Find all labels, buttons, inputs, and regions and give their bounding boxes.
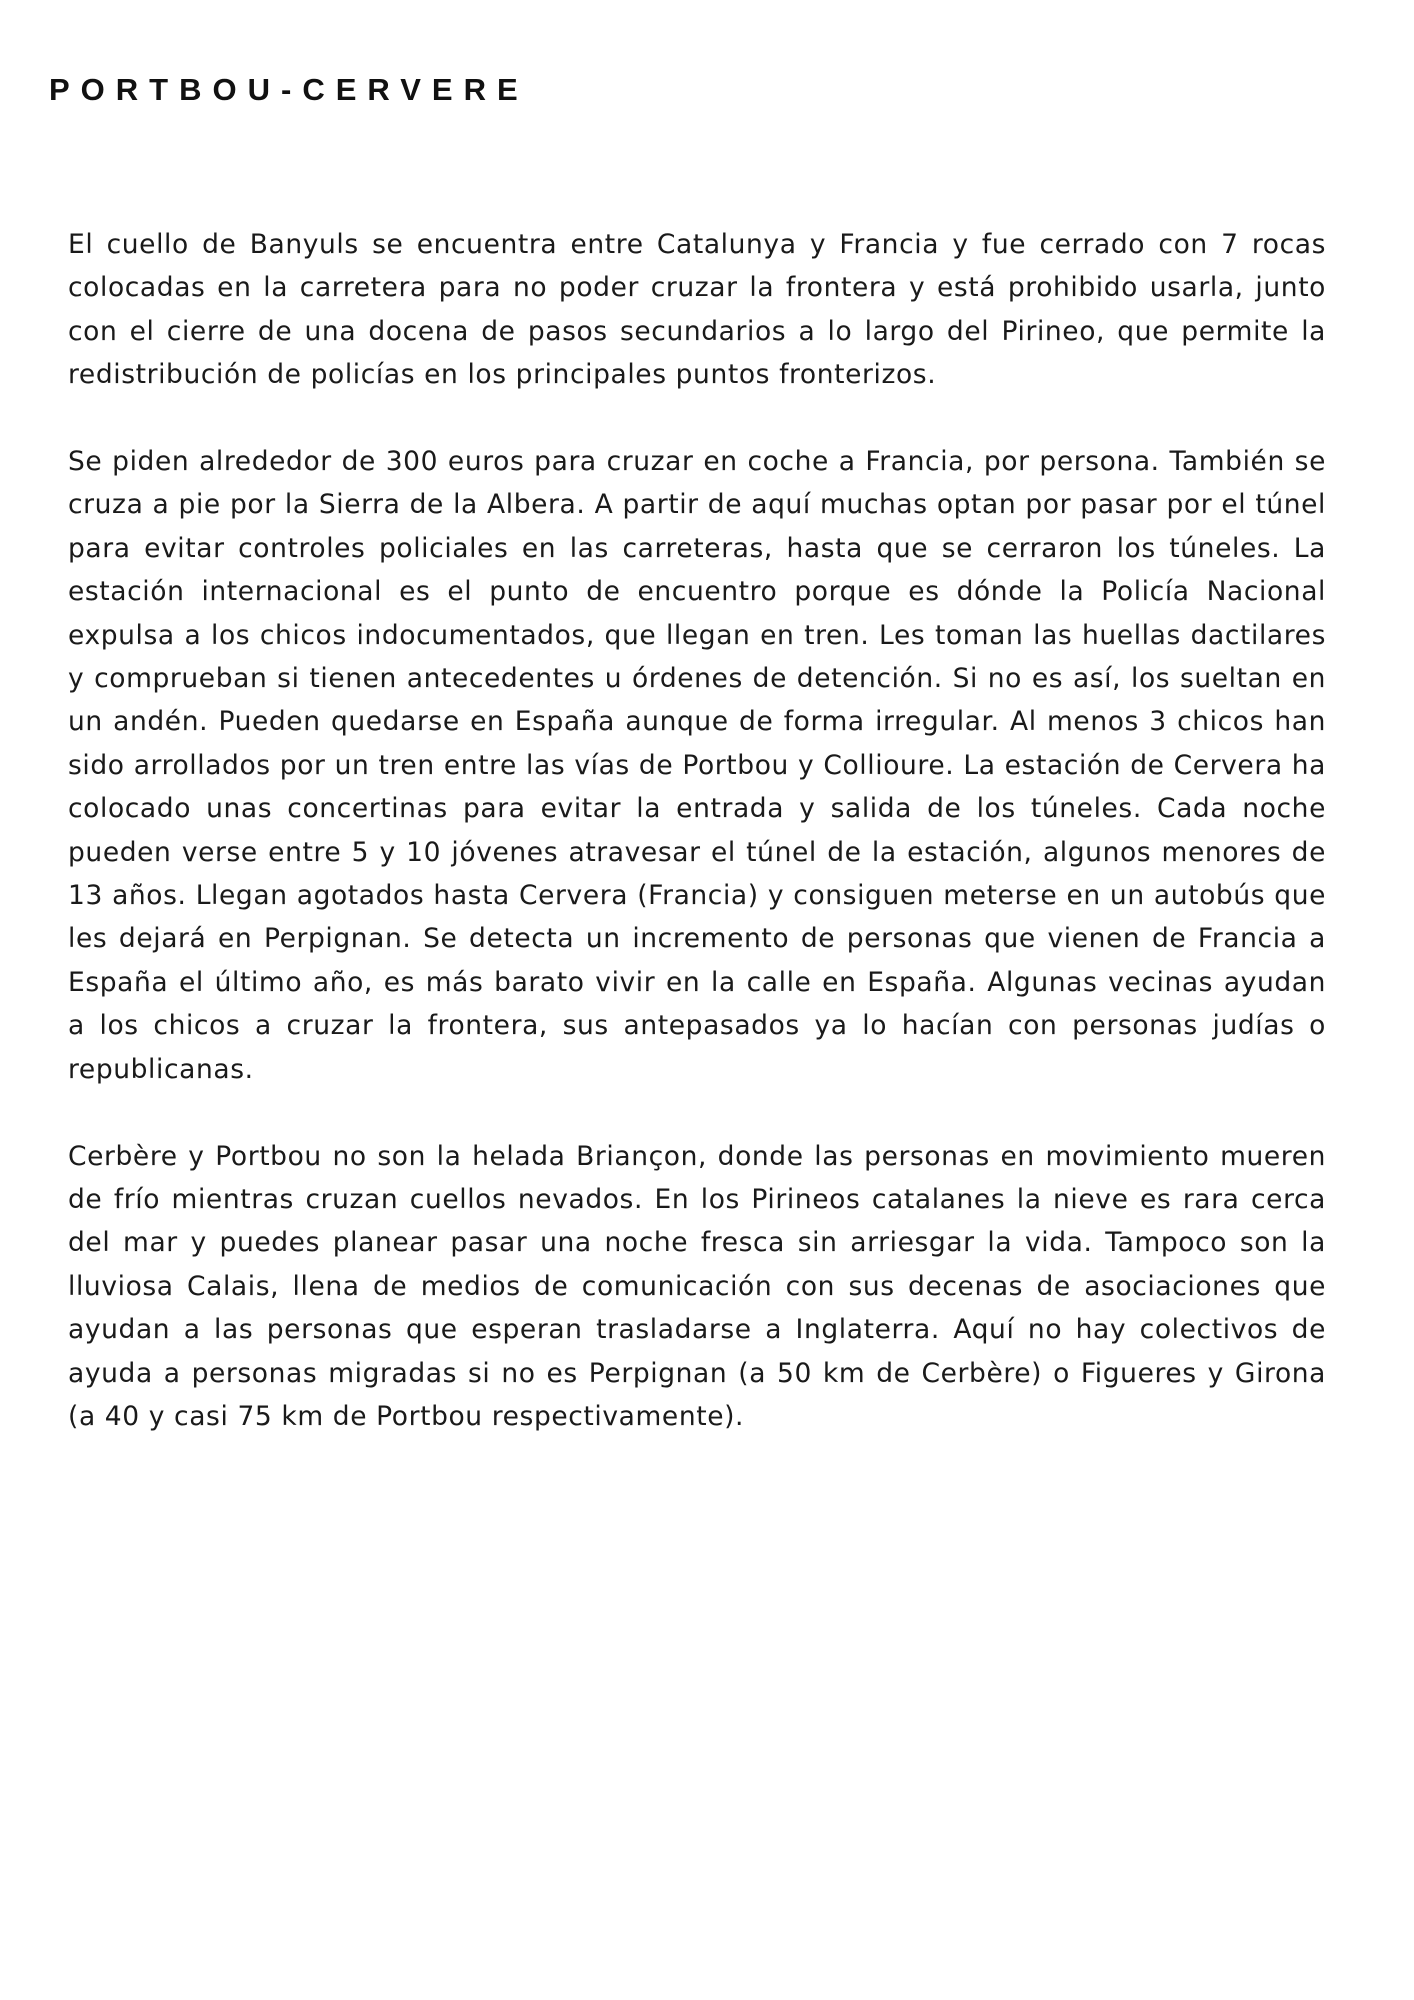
- document-title: PORTBOU-CERVERE: [49, 72, 529, 107]
- paragraph-border-crossing: Se piden alrededor de 300 euros para cruzar en coche a Francia, por persona. También se cruza a pie por la Sierra de la Albera. A partir de aquí muchas optan por pasar por el túnel para evitar controles policiales en las carreteras, hasta que se cerraron los túneles. La estación internacional es el punto de encuentro porque es dónde la Policía Nacional expulsa a los chicos indocumentados, que llegan en tren. Les toman las huellas dactilares y comprueban si tienen antecedentes u órdenes de detención. Si no es así, los sueltan en un andén. Pueden quedarse en España aunque de forma irregular. Al menos 3 chicos han sido arrollados por un tren entre las vías de Portbou y Collioure. La estación de Cervera ha colocado unas concertinas para evitar la entrada y salida de los túneles. Cada noche pueden verse entre 5 y 10 jóvenes atravesar el túnel de la estación, algunos menores de 13 años. Llegan agotados hasta Cervera (Francia) y consiguen meterse en un autobús que les dejará en Perpignan. Se detecta un incremento de personas que vienen de Francia a España el último año, es más barato vivir en la calle en España. Algunas vecinas ayudan a los chicos a cruzar la frontera, sus antepasados ya lo hacían con personas judías o republicanas.: [68, 446, 1326, 1085]
- paragraph-cerbere-portbou: Cerbère y Portbou no son la helada Briançon, donde las personas en movimiento mueren de frío mientras cruzan cuellos nevados. En los Pirineos catalanes la nieve es rara cerca del mar y puedes planear pasar una noche fresca sin arriesgar la vida. Tampoco son la lluviosa Calais, llena de medios de comunicación con sus decenas de asociaciones que ayudan a las personas que esperan trasladarse a Inglaterra. Aquí no hay colectivos de ayuda a personas migradas si no es Perpignan (a 50 km de Cerbère) o Figueres y Girona (a 40 y casi 75 km de Portbou respectivamente).: [68, 1140, 1326, 1432]
- document-body: [68, 223, 1326, 1482]
- paragraph-banyuls-pass: El cuello de Banyuls se encuentra entre Catalunya y Francia y fue cerrado con 7 rocas colocadas en la carretera para no poder cruzar la frontera y está prohibido usarla, junto con el cierre de una docena de pasos secundarios a lo largo del Pirineo, que permite la redistribución de policías en los principales puntos fronterizos.: [68, 229, 1326, 391]
